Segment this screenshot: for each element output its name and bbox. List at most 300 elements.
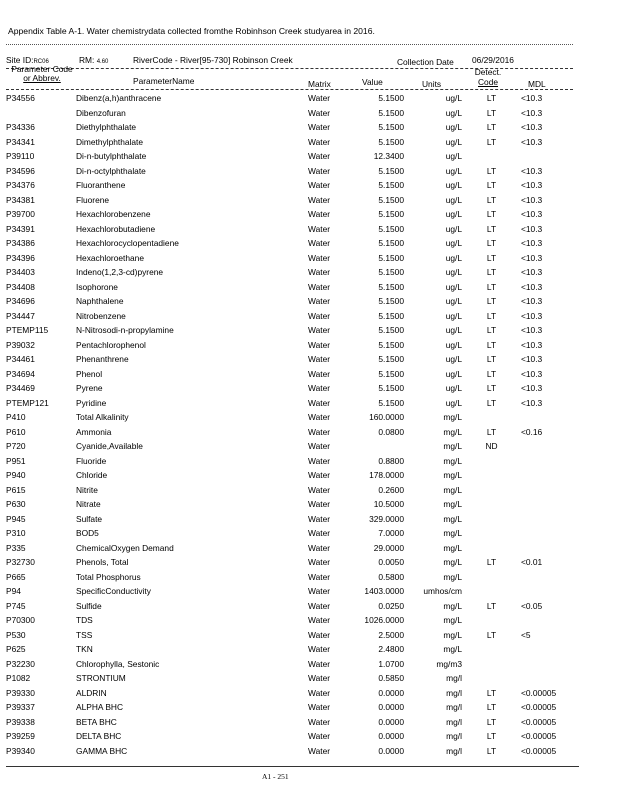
matrix-cell: Water [308, 644, 331, 654]
units-cell: mg/L [443, 499, 462, 509]
parameter-code-cell: P34341 [6, 136, 35, 147]
matrix-cell: Water [308, 339, 331, 350]
parameter-code-cell: P625 [6, 644, 26, 654]
parameter-name-cell: STRONTIUM [76, 673, 126, 683]
detect-code-cell: LT [486, 267, 497, 277]
units-cell: ug/L [445, 180, 462, 190]
matrix-cell: Water [308, 325, 331, 335]
value-cell: 0.5800 [378, 571, 404, 582]
parameter-name-cell: GAMMA BHC [76, 745, 128, 756]
value-cell: 10.5000 [373, 499, 404, 509]
page-number: A1 - 251 [262, 772, 289, 781]
units-cell: mg/l [446, 731, 462, 741]
mdl-cell [521, 657, 571, 672]
units-cell: ug/L [445, 397, 462, 408]
detect-code-cell: LT [486, 93, 497, 103]
parameter-code-cell: P335 [6, 542, 26, 553]
mdl-cell: <10.3 [521, 122, 543, 132]
parameter-code-cell: P34381 [6, 194, 35, 205]
site-id-field: Site ID:RC06 [6, 55, 49, 65]
parameter-name-cell: Phenol [76, 368, 103, 379]
units-cell: ug/L [445, 281, 462, 292]
footer-divider [6, 766, 579, 767]
matrix-cell: Water [308, 368, 331, 379]
detect-code-cell [462, 657, 521, 672]
value-cell: 1403.0000 [364, 586, 404, 596]
units-cell: mg/L [443, 470, 462, 480]
parameter-name-cell: Nitrate [76, 499, 101, 509]
parameter-name-cell: Hexachlorobutadiene [76, 223, 156, 234]
units-cell: mg/l [446, 702, 462, 712]
detect-code-cell: LT [486, 223, 497, 234]
detect-code-cell: LT [486, 122, 497, 132]
mdl-cell [521, 570, 571, 585]
mdl-cell: <10.3 [521, 368, 543, 379]
matrix-cell: Water [308, 194, 331, 205]
parameter-code-cell: P70300 [6, 615, 35, 625]
value-cell: 5.1500 [378, 368, 404, 379]
mdl-cell: <5 [521, 629, 531, 640]
parameter-code-cell: P34461 [6, 354, 35, 364]
value-cell: 329.0000 [369, 513, 404, 524]
matrix-cell: Water [308, 528, 331, 538]
table-row [6, 483, 571, 498]
units-cell: mg/l [446, 745, 462, 756]
table-row [6, 178, 571, 193]
value-cell: 0.0050 [378, 557, 404, 567]
matrix-cell: Water [308, 281, 331, 292]
mdl-cell: <10.3 [521, 223, 543, 234]
value-cell: 0.0000 [378, 702, 404, 712]
parameter-code-cell: P34403 [6, 267, 35, 277]
value-cell: 12.3400 [373, 151, 404, 161]
value-cell: 5.1500 [378, 136, 404, 147]
mdl-cell: <10.3 [521, 281, 543, 292]
detect-code-cell: LT [486, 716, 497, 727]
matrix-cell: Water [308, 716, 331, 727]
parameter-name-cell: Naphthalene [76, 296, 124, 306]
parameter-code-cell: P34336 [6, 122, 35, 132]
parameter-code-cell: P32230 [6, 658, 35, 669]
parameter-code-cell: P940 [6, 470, 26, 480]
matrix-cell: Water [308, 600, 331, 611]
parameter-name-cell: Dibenz(a,h)anthracene [76, 93, 162, 103]
parameter-name-cell: Pyrene [76, 383, 103, 393]
matrix-cell: Water [308, 412, 331, 422]
parameter-name-cell: TKN [76, 644, 93, 654]
mdl-cell [521, 584, 571, 599]
matrix-cell: Water [308, 165, 331, 176]
matrix-cell: Water [308, 571, 331, 582]
units-cell: ug/L [445, 339, 462, 350]
detect-code-cell: LT [486, 281, 497, 292]
table-row [6, 628, 571, 643]
mdl-cell [521, 410, 571, 425]
mdl-cell: <10.3 [521, 165, 543, 176]
parameter-code-cell: P530 [6, 629, 26, 640]
matrix-cell: Water [308, 687, 331, 698]
matrix-cell: Water [308, 252, 331, 263]
detect-code-cell [462, 613, 521, 628]
matrix-cell: Water [308, 484, 331, 495]
table-row [6, 512, 571, 527]
mdl-cell: <0.00005 [521, 716, 557, 727]
units-cell: ug/L [445, 267, 462, 277]
value-cell: 178.0000 [369, 470, 404, 480]
mdl-cell: <10.3 [521, 339, 543, 350]
mdl-cell: <0.01 [521, 557, 543, 567]
value-cell: 0.0000 [378, 745, 404, 756]
table-row [6, 497, 571, 512]
table-row [6, 120, 571, 135]
mdl-cell: <0.16 [521, 426, 543, 437]
table-row [6, 236, 571, 251]
units-cell: mg/L [443, 600, 462, 611]
matrix-cell: Water [308, 731, 331, 741]
matrix-cell: Water [308, 136, 331, 147]
detect-code-cell [462, 671, 521, 686]
units-cell: ug/L [445, 325, 462, 335]
parameter-code-cell: P615 [6, 484, 26, 495]
value-cell: 5.1500 [378, 107, 404, 118]
matrix-cell: Water [308, 557, 331, 567]
parameter-name-cell: Total Alkalinity [76, 412, 129, 422]
table-row [6, 251, 571, 266]
table-row [6, 657, 571, 672]
value-cell: 0.0000 [378, 687, 404, 698]
parameter-code-cell: P34556 [6, 93, 35, 103]
parameter-code-cell: P39330 [6, 687, 35, 698]
mdl-cell: <10.3 [521, 180, 543, 190]
detect-code-cell: LT [486, 136, 497, 147]
value-cell: 5.1500 [378, 281, 404, 292]
value-cell: 0.5850 [378, 673, 404, 683]
detect-code-cell: ND [485, 441, 498, 451]
parameter-name-cell: Indeno(1,2,3-cd)pyrene [76, 267, 164, 277]
mdl-cell: <0.00005 [521, 731, 557, 741]
table-row [6, 642, 571, 657]
detect-code-cell [462, 512, 521, 527]
parameter-name-cell: Sulfide [76, 600, 102, 611]
units-cell: ug/L [445, 93, 462, 103]
table-row [6, 338, 571, 353]
detect-code-cell: LT [486, 397, 497, 408]
table-row [6, 686, 571, 701]
table-row [6, 555, 571, 570]
matrix-cell: Water [308, 238, 331, 248]
value-cell: 5.1500 [378, 223, 404, 234]
collection-date-label: Collection Date [397, 57, 454, 67]
detect-code-cell [462, 454, 521, 469]
table-row [6, 454, 571, 469]
parameter-code-cell: P39340 [6, 745, 35, 756]
detect-code-cell [462, 526, 521, 541]
detect-code-cell: LT [486, 687, 497, 698]
detect-code-cell [462, 483, 521, 498]
parameter-name-cell: SpecificConductivity [76, 586, 151, 596]
mdl-cell [521, 671, 571, 686]
matrix-cell: Water [308, 209, 331, 219]
parameter-code-cell: P951 [6, 455, 26, 466]
units-cell: ug/L [445, 354, 462, 364]
detect-code-cell [462, 584, 521, 599]
mdl-cell: <10.3 [521, 107, 543, 118]
units-cell: mg/L [443, 484, 462, 495]
table-row [6, 396, 571, 411]
column-header-detect-code: Detect. Code [474, 67, 502, 87]
parameter-name-cell: Pyridine [76, 397, 107, 408]
mdl-cell [521, 541, 571, 556]
parameter-code-cell: P34447 [6, 310, 35, 321]
units-cell: mg/L [443, 513, 462, 524]
detect-code-cell: LT [486, 296, 497, 306]
parameter-code-cell: P745 [6, 600, 26, 611]
column-header-mdl: MDL [528, 79, 546, 89]
units-cell: ug/L [445, 383, 462, 393]
mdl-cell: <10.3 [521, 354, 543, 364]
value-cell: 0.0000 [378, 716, 404, 727]
units-cell: ug/L [445, 209, 462, 219]
matrix-cell: Water [308, 310, 331, 321]
units-cell: mg/L [443, 455, 462, 466]
parameter-code-cell: P34596 [6, 165, 35, 176]
value-cell: 5.1500 [378, 325, 404, 335]
matrix-cell: Water [308, 122, 331, 132]
units-cell: ug/L [445, 368, 462, 379]
parameter-name-cell: Isophorone [76, 281, 118, 292]
mdl-cell: <10.3 [521, 209, 543, 219]
parameter-code-cell: P610 [6, 426, 26, 437]
parameter-code-cell: P34391 [6, 223, 35, 234]
parameter-name-cell: Fluorene [76, 194, 110, 205]
table-row [6, 584, 571, 599]
mdl-cell [521, 454, 571, 469]
parameter-name-cell: N-Nitrosodi-n-propylamine [76, 325, 174, 335]
value-cell: 5.1500 [378, 238, 404, 248]
value-cell: 5.1500 [378, 296, 404, 306]
matrix-cell: Water [308, 745, 331, 756]
table-row [6, 381, 571, 396]
units-cell: ug/L [445, 136, 462, 147]
detect-code-cell: LT [486, 383, 497, 393]
parameter-code-cell: P39110 [6, 151, 35, 161]
mdl-cell: <0.00005 [521, 702, 557, 712]
table-row [6, 729, 571, 744]
units-cell: mg/m3 [436, 658, 462, 669]
mdl-cell [521, 642, 571, 657]
units-cell: mg/L [443, 644, 462, 654]
parameter-name-cell: Ammonia [76, 426, 112, 437]
parameter-name-cell: Nitrobenzene [76, 310, 126, 321]
parameter-code-cell: P39032 [6, 339, 35, 350]
mdl-cell: <10.3 [521, 267, 543, 277]
parameter-code-cell [6, 106, 76, 121]
units-cell: mg/l [446, 673, 462, 683]
detect-code-cell: LT [486, 180, 497, 190]
parameter-name-cell: BOD5 [76, 528, 99, 538]
detect-code-cell: LT [486, 165, 497, 176]
parameter-name-cell: Dibenzofuran [76, 107, 126, 118]
parameter-name-cell: ChemicalOxygen Demand [76, 542, 174, 553]
units-cell: ug/L [445, 165, 462, 176]
value-cell: 5.1500 [378, 354, 404, 364]
table-row [6, 526, 571, 541]
matrix-cell: Water [308, 542, 331, 553]
matrix-cell: Water [308, 296, 331, 306]
matrix-cell: Water [308, 354, 331, 364]
matrix-cell: Water [308, 441, 331, 451]
table-row [6, 294, 571, 309]
mdl-cell [521, 468, 571, 483]
matrix-cell: Water [308, 513, 331, 524]
table-title: Appendix Table A-1. Water chemistrydata collected fromthe Robinhson Creek studyarea in 2016. [8, 26, 375, 36]
detect-code-cell: LT [486, 238, 497, 248]
mdl-cell: <10.3 [521, 93, 543, 103]
units-cell: mg/l [446, 687, 462, 698]
detect-code-cell [462, 541, 521, 556]
mdl-cell: <0.00005 [521, 745, 557, 756]
mdl-cell: <10.3 [521, 296, 543, 306]
table-row [6, 106, 571, 121]
parameter-code-cell: P39338 [6, 716, 35, 727]
matrix-cell: Water [308, 586, 331, 596]
parameter-code-cell: P1082 [6, 673, 31, 683]
value-cell: 2.5000 [378, 629, 404, 640]
table-row [6, 309, 571, 324]
mdl-cell: <10.3 [521, 238, 543, 248]
units-cell: mg/L [443, 412, 462, 422]
value-cell: 1026.0000 [364, 615, 404, 625]
units-cell: mg/L [443, 426, 462, 437]
value-cell: 5.1500 [378, 122, 404, 132]
parameter-name-cell: Hexachlorobenzene [76, 209, 151, 219]
detect-code-cell: LT [486, 368, 497, 379]
detect-code-cell: LT [486, 252, 497, 263]
column-header-parameter-name: ParameterName [133, 76, 195, 86]
table-row [6, 352, 571, 367]
parameter-name-cell: Fluoride [76, 455, 107, 466]
units-cell: mg/L [443, 528, 462, 538]
parameter-name-cell: BETA BHC [76, 716, 117, 727]
table-row [6, 613, 571, 628]
parameter-code-cell: P34376 [6, 180, 35, 190]
parameter-name-cell: TDS [76, 615, 93, 625]
parameter-code-cell: P39700 [6, 209, 35, 219]
mdl-cell: <10.3 [521, 397, 543, 408]
matrix-cell: Water [308, 383, 331, 393]
parameter-name-cell: Phenanthrene [76, 354, 129, 364]
mdl-cell: <10.3 [521, 310, 543, 321]
value-cell: 29.0000 [373, 542, 404, 553]
matrix-cell: Water [308, 455, 331, 466]
value-cell: 5.1500 [378, 180, 404, 190]
parameter-code-cell: P94 [6, 586, 21, 596]
river-code-field: RiverCode - River[95-730] Robinson Creek [133, 55, 293, 65]
value-cell: 7.0000 [378, 528, 404, 538]
value-cell: 5.1500 [378, 339, 404, 350]
table-row [6, 265, 571, 280]
mdl-cell [521, 483, 571, 498]
mdl-cell: <10.3 [521, 252, 543, 263]
column-header-value: Value [362, 77, 383, 87]
matrix-cell: Water [308, 426, 331, 437]
parameter-name-cell: Di-n-octylphthalate [76, 165, 146, 176]
value-cell: 5.1500 [378, 165, 404, 176]
value-cell: 5.1500 [378, 93, 404, 103]
detect-code-cell [462, 642, 521, 657]
table-row [6, 744, 571, 759]
parameter-code-cell: P34396 [6, 252, 35, 263]
column-header-units: Units [422, 79, 442, 89]
table-row [6, 410, 571, 425]
units-cell: mg/L [443, 571, 462, 582]
table-row [6, 425, 571, 440]
parameter-code-cell: P34694 [6, 368, 35, 379]
mdl-cell [521, 497, 571, 512]
table-row [6, 468, 571, 483]
units-cell: umhos/cm [423, 586, 462, 596]
units-cell: mg/L [443, 615, 462, 625]
table-row [6, 280, 571, 295]
value-cell: 0.0250 [378, 600, 404, 611]
table-row [6, 367, 571, 382]
units-cell: ug/L [445, 151, 462, 161]
parameter-code-cell: P32730 [6, 557, 35, 567]
parameter-code-cell: P39337 [6, 702, 35, 712]
units-cell: ug/L [445, 223, 462, 234]
matrix-cell: Water [308, 629, 331, 640]
units-cell: ug/L [445, 194, 462, 205]
table-row [6, 439, 571, 454]
parameter-code-cell: PTEMP115 [6, 325, 49, 335]
table-row [6, 671, 571, 686]
units-cell: ug/L [445, 252, 462, 263]
value-cell: 5.1500 [378, 209, 404, 219]
value-cell: 5.1500 [378, 383, 404, 393]
parameter-name-cell: Phenols, Total [76, 557, 129, 567]
detect-code-cell: LT [486, 629, 497, 640]
matrix-cell: Water [308, 658, 331, 669]
matrix-cell: Water [308, 673, 331, 683]
units-cell: mg/L [443, 629, 462, 640]
table-row [6, 149, 571, 164]
table-row [6, 700, 571, 715]
detect-code-cell: LT [486, 209, 497, 219]
table-row [6, 715, 571, 730]
table-row [6, 135, 571, 150]
parameter-name-cell: Dimethylphthalate [76, 136, 144, 147]
value-cell: 5.1500 [378, 310, 404, 321]
matrix-cell: Water [308, 107, 331, 118]
parameter-name-cell: Pentachlorophenol [76, 339, 146, 350]
table-row [6, 164, 571, 179]
detect-code-cell: LT [486, 354, 497, 364]
detect-code-cell: LT [486, 600, 497, 611]
parameter-name-cell: Sulfate [76, 513, 103, 524]
matrix-cell: Water [308, 151, 331, 161]
value-cell: 2.4800 [378, 644, 404, 654]
units-cell: mg/l [446, 716, 462, 727]
parameter-name-cell: Chlorophylla, Sestonic [76, 658, 160, 669]
river-mile-field: RM: 4.60 [79, 55, 109, 65]
parameter-code-cell: P630 [6, 499, 26, 509]
units-cell: ug/L [445, 296, 462, 306]
mdl-cell: <10.3 [521, 383, 543, 393]
table-row [6, 222, 571, 237]
parameter-name-cell: Diethylphthalate [76, 122, 137, 132]
parameter-code-cell: P34696 [6, 296, 35, 306]
matrix-cell: Water [308, 615, 331, 625]
